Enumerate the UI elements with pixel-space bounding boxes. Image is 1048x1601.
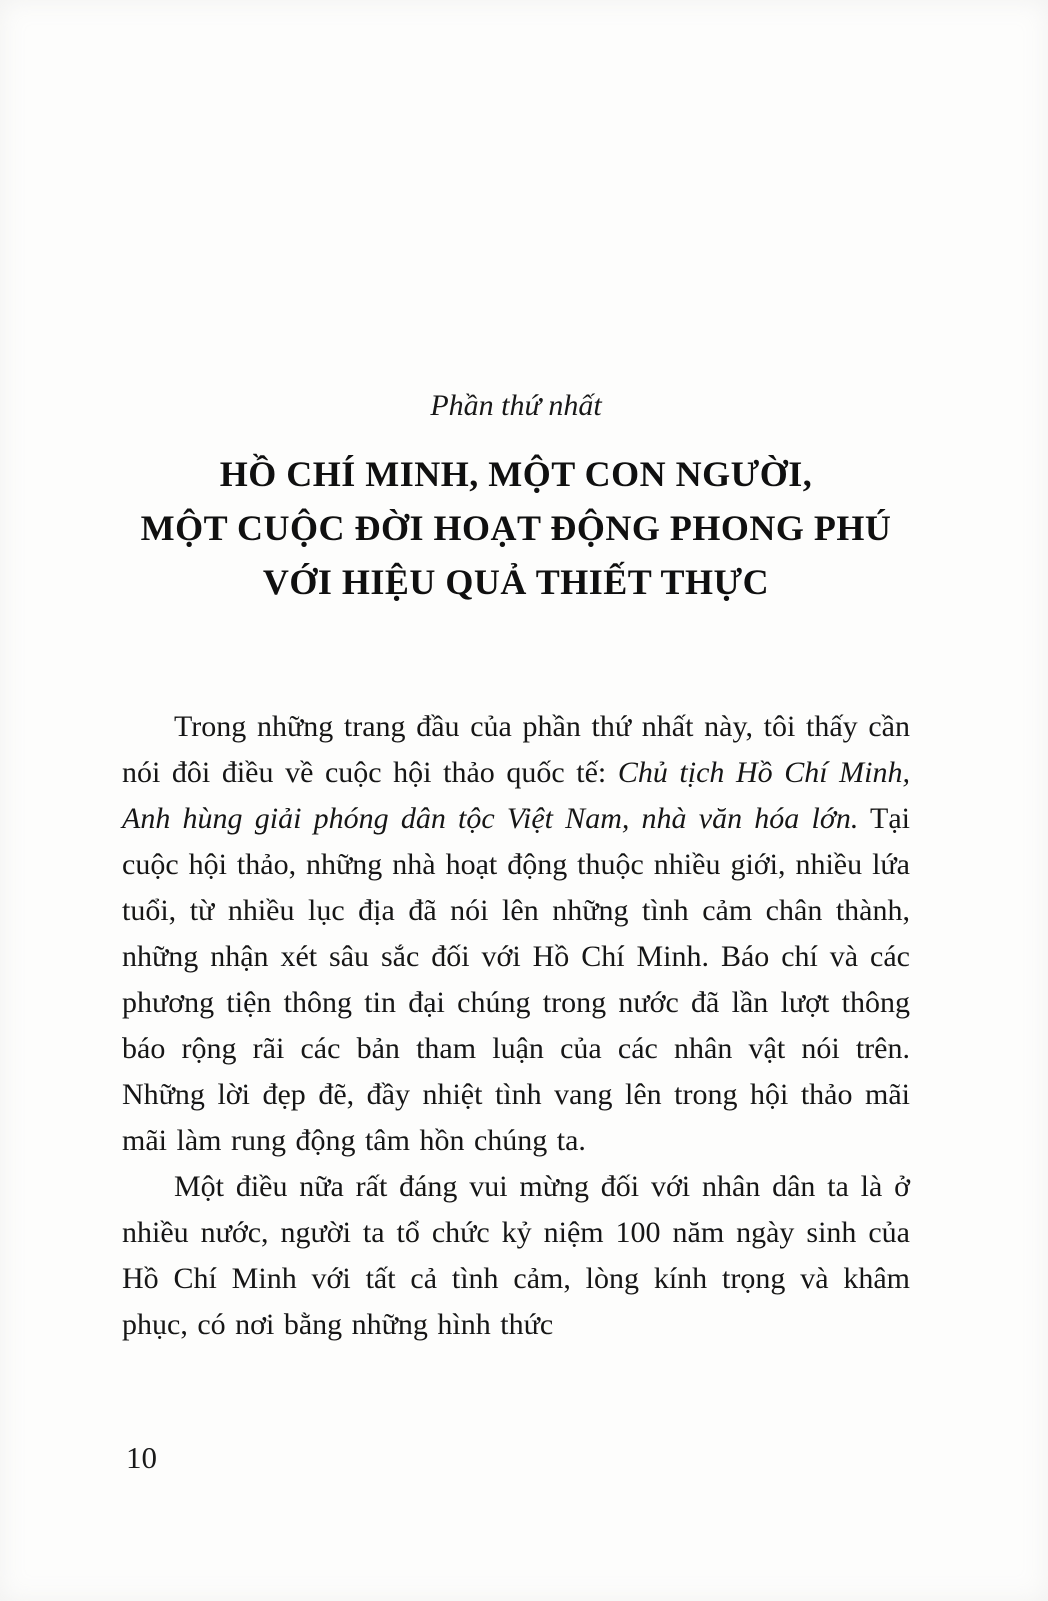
chapter-title bbox=[84, 447, 948, 609]
section-label: Phần thứ nhất bbox=[430, 389, 602, 422]
chapter-title-line-3: VỚI HIỆU QUẢ THIẾT THỰC bbox=[262, 562, 770, 602]
paragraph-1-segment-normal: Trong những trang đầu của phần thứ nhất này, tôi thấy cần nói đôi điều về cuộc hội thảo quốc tế: bbox=[122, 710, 910, 789]
paragraph-2-segment-normal: Một điều nữa rất đáng vui mừng đối với nhân dân ta là ở nhiều nước, người ta tổ chức kỷ niệm 100 năm ngày sinh của Hồ Chí Minh với tất cả tình cảm, lòng kính trọng và khâm phục, có nơi bằng những hình thức bbox=[122, 1170, 910, 1341]
paragraph-1-segment-normal-2: Tại cuộc hội thảo, những nhà hoạt động thuộc nhiều giới, nhiều lứa tuổi, từ nhiều lục địa đã nói lên những tình cảm chân thành, những nhận xét sâu sắc đối với Hồ Chí Minh. Báo chí và các phương tiện thông tin đại chúng trong nước đã lần lượt thông báo rộng rãi các bản tham luận của các nhân vật nói trên. Những lời đẹp đẽ, đầy nhiệt tình vang lên trong hội thảo mãi mãi làm rung động tâm hồn chúng ta. bbox=[122, 802, 910, 1157]
paragraph-1-segment-italic-conference-title: Chủ tịch Hồ Chí Minh, Anh hùng giải phóng dân tộc Việt Nam, nhà văn hóa lớn. bbox=[122, 756, 910, 835]
chapter-title-line-1: HỒ CHÍ MINH, MỘT CON NGƯỜI, bbox=[219, 454, 813, 494]
paragraph-1 bbox=[122, 704, 910, 1164]
page-number: 10 bbox=[126, 1440, 157, 1475]
chapter-title-line-2: MỘT CUỘC ĐỜI HOẠT ĐỘNG PHONG PHÚ bbox=[140, 508, 892, 548]
paragraph-2 bbox=[122, 1164, 910, 1348]
body-text bbox=[122, 704, 910, 1348]
